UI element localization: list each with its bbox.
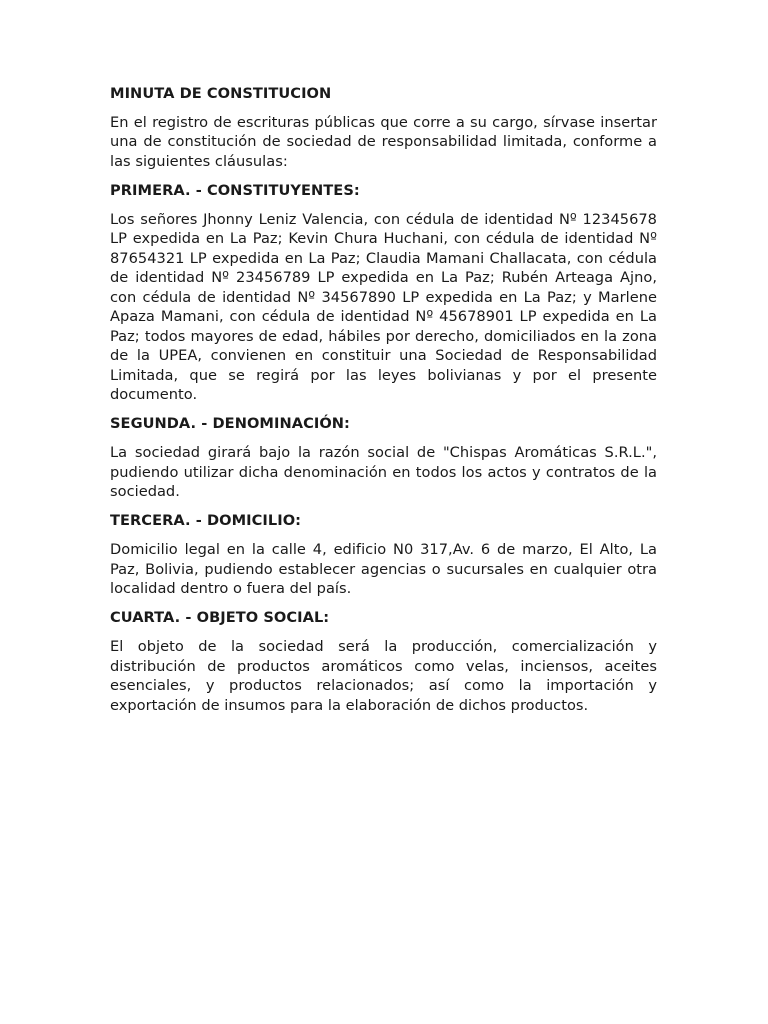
clause-heading: TERCERA. - DOMICILIO: (110, 512, 302, 529)
clause-heading: PRIMERA. - CONSTITUYENTES: (110, 181, 360, 199)
clause-heading: CUARTA. - OBJETO SOCIAL: (110, 609, 330, 626)
clause-tercera (110, 511, 657, 599)
clause-primera (110, 181, 657, 405)
clause-cuarta (110, 608, 657, 715)
intro-paragraph: En el registro de escrituras públicas que corre a su cargo, sírvase insertar una de constitución de sociedad de responsabilidad limitada, conforme a las siguientes cláusulas: (110, 113, 657, 170)
clause-segunda (110, 414, 657, 502)
clause-text: Los señores Jhonny Leniz Valencia, con cédula de identidad Nº 12345678 LP expedida en La Paz; Kevin Chura Huchani, con cédula de identidad Nº 87654321 LP expedida en La Paz; Claudia Mamani Challacata, con cédula de identidad Nº 23456789 LP expedida en La Paz; Rubén Arteaga Ajno, con cédula de identidad Nº 34567890 LP expedida en La Paz; y Marlene Apaza Mamani, con cédula de identidad Nº 45678901 LP expedida en La Paz; todos mayores de edad, hábiles por derecho, domiciliados en la zona de la UPEA, convienen en constituir una Sociedad de Responsabilidad Limitada, que se regirá por las leyes bolivianas y por el presente documento. (110, 210, 657, 403)
clause-heading: SEGUNDA. - DENOMINACIÓN: (110, 415, 350, 432)
clause-text: Domicilio legal en la calle 4, edificio N0 317,Av. 6 de marzo, El Alto, La Paz, Bolivia, pudiendo establecer agencias o sucursales en cualquier otra localidad dentro o fuera del país. (110, 541, 657, 597)
clause-text: El objeto de la sociedad será la producción, comercialización y distribución de productos aromáticos como velas, inciensos, aceites esenciales, y productos relacionados; así como la importación y exportación de insumos para la elaboración de dichos productos. (110, 638, 657, 714)
document-page (110, 84, 657, 725)
clause-text: La sociedad girará bajo la razón social de "Chispas Aromáticas S.R.L.", pudiendo utilizar dicha denominación en todos los actos y contratos de la sociedad. (110, 444, 657, 500)
document-title: MINUTA DE CONSTITUCION (110, 85, 332, 102)
